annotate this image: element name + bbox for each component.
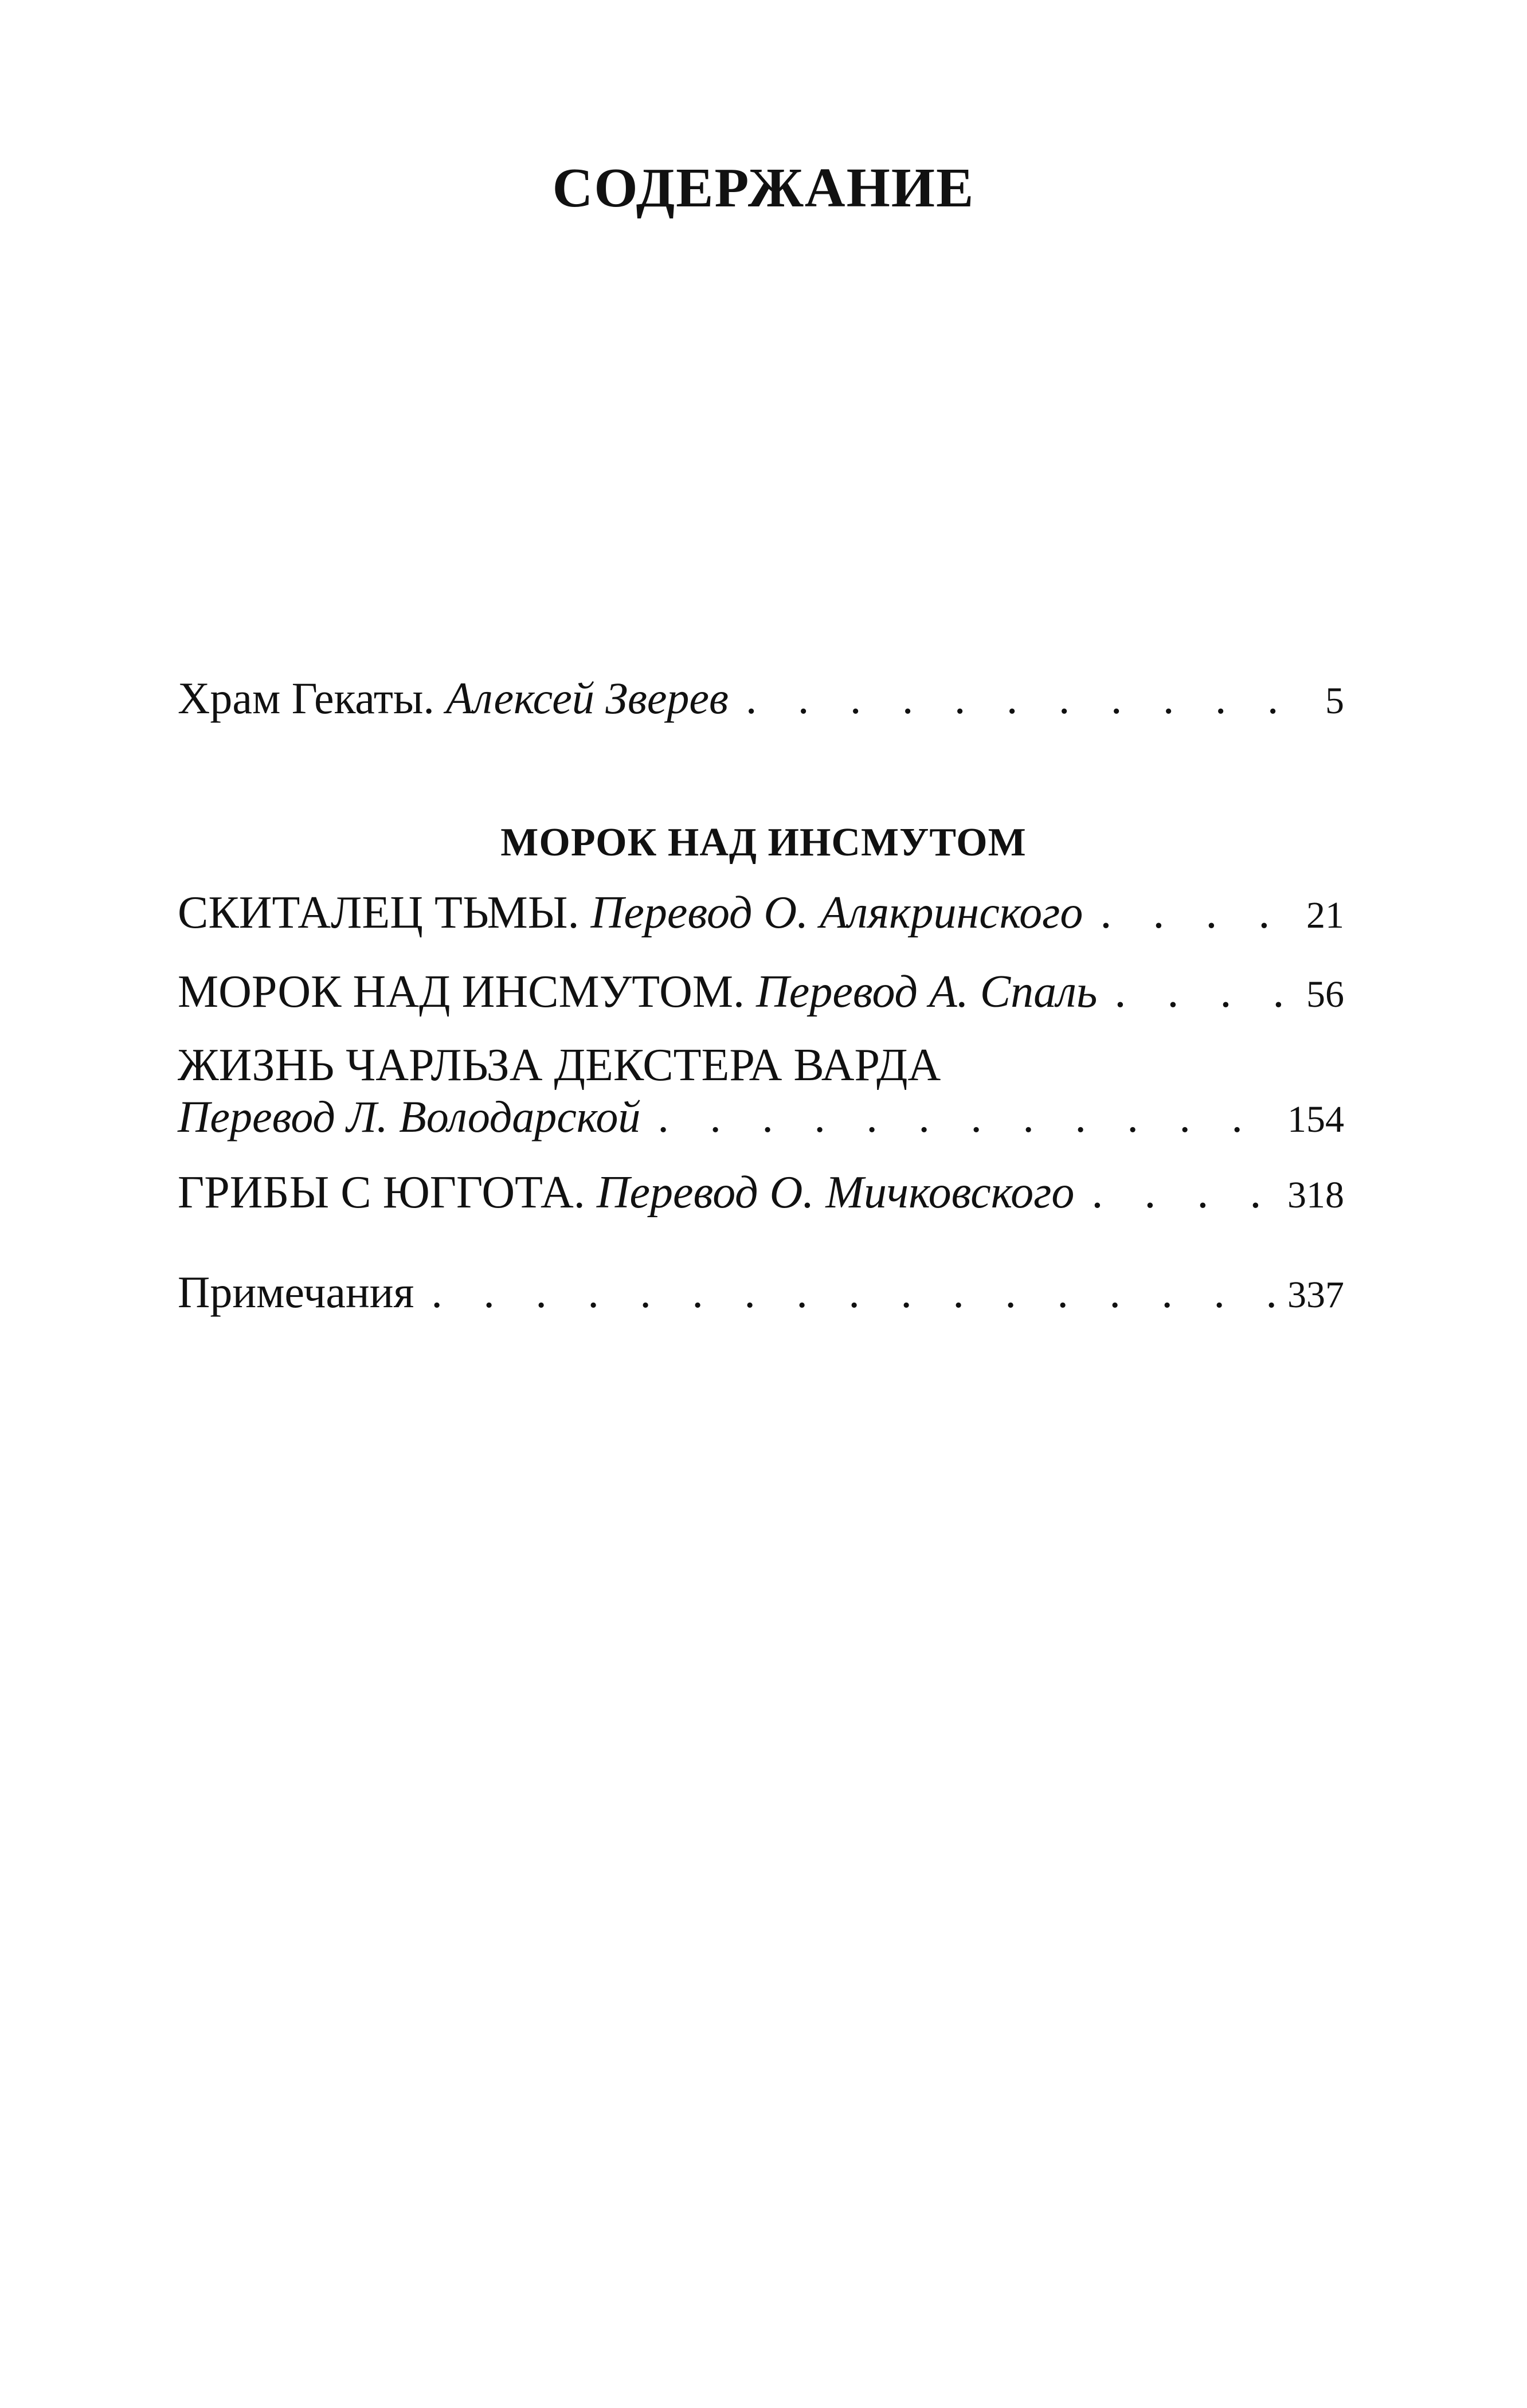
- dot-leader: [431, 1264, 1275, 1321]
- toc-entry-credit: Перевод О. Мичковского: [596, 1167, 1075, 1218]
- toc-entry-page-number: 154: [1287, 1099, 1344, 1140]
- toc-entry-title: СКИТАЛЕЦ ТЬМЫ.: [178, 888, 580, 938]
- toc-entry-title: Примечания: [178, 1267, 414, 1317]
- toc-entry-credit: Перевод Л. Володарской: [178, 1092, 641, 1142]
- dot-leader: [1100, 884, 1294, 941]
- toc-entry[interactable]: [178, 963, 1344, 1023]
- toc-entry-title-line[interactable]: ЖИЗНЬ ЧАРЛЬЗА ДЕКСТЕРА ВАРДА: [178, 1040, 941, 1090]
- toc-entry-intro[interactable]: [178, 670, 1344, 730]
- toc-entry-credit: Перевод А. Спаль: [756, 967, 1098, 1017]
- dot-leader: [746, 670, 1297, 727]
- toc-entry-page-number: 21: [1306, 894, 1344, 936]
- toc-entry[interactable]: [178, 884, 1344, 944]
- toc-entry-credit: Перевод О. Алякринского: [590, 888, 1083, 938]
- section-heading: МОРОК НАД ИНСМУТОМ: [500, 820, 1027, 865]
- page-title: СОДЕРЖАНИЕ: [552, 157, 975, 219]
- toc-entry-page-number: 5: [1325, 680, 1344, 722]
- toc-entry-credit: Алексей Зверев: [445, 673, 729, 723]
- toc-entry-title: Храм Гекаты.: [178, 673, 434, 723]
- dot-leader: [1114, 963, 1294, 1021]
- toc-entry-title: ГРИБЫ С ЮГГОТА.: [178, 1167, 585, 1218]
- toc-entry-page-number: 56: [1306, 974, 1344, 1015]
- dot-leader: [657, 1088, 1275, 1146]
- toc-entry-notes[interactable]: [178, 1264, 1344, 1324]
- toc-entry[interactable]: [178, 1164, 1344, 1224]
- toc-entry-page-number: 318: [1287, 1174, 1344, 1216]
- toc-entry[interactable]: [178, 1088, 1344, 1148]
- toc-entry-title: МОРОК НАД ИНСМУТОМ.: [178, 967, 745, 1017]
- toc-entry-page-number: 337: [1287, 1274, 1344, 1316]
- dot-leader: [1091, 1164, 1275, 1221]
